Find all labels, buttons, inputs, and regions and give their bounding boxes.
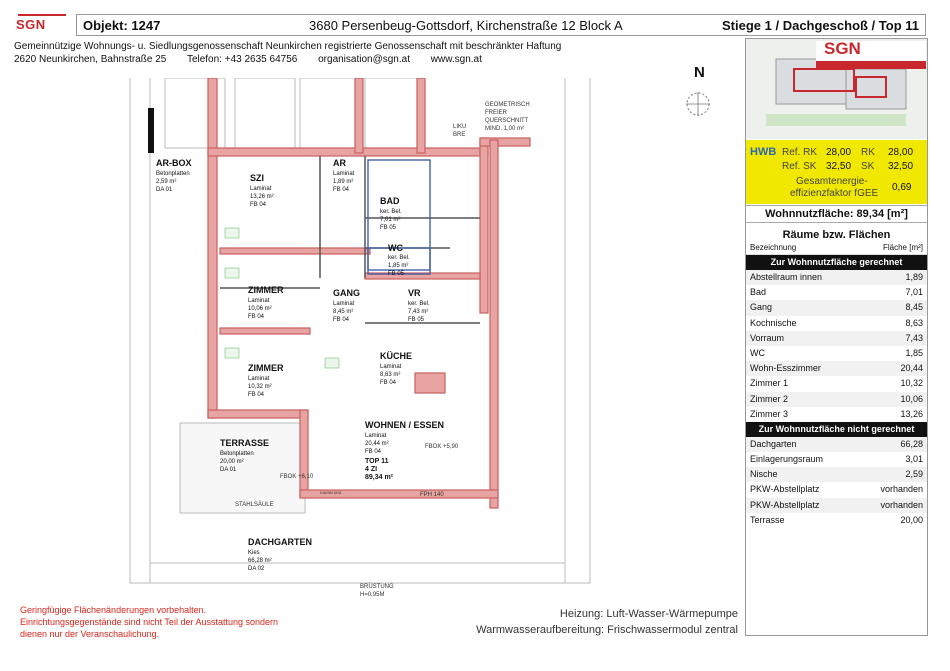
room-wohnen: WOHNEN / ESSEN [365, 420, 445, 430]
note-geom-3: QUERSCHNITT [485, 118, 529, 124]
room-row-area: 10,06 [900, 393, 923, 404]
rooms-header [746, 243, 927, 255]
room-row [746, 437, 927, 452]
room-vr: VR [408, 288, 421, 298]
room-zimmer2-d2: 10,06 m² [248, 306, 272, 312]
room-row [746, 331, 927, 346]
sgn-logo-small [14, 14, 70, 36]
rk-label: RK [861, 147, 875, 158]
room-bad-d2: 7,01 m² [380, 217, 401, 223]
room-row-name: PKW-Abstellplatz [750, 499, 820, 510]
room-arbox-d3: DA 01 [156, 187, 173, 193]
room-vr-d3: FB 05 [408, 317, 425, 323]
top-rooms: 4 ZI [365, 466, 378, 473]
room-dachgarten-d3: DA 02 [248, 566, 265, 572]
room-row [746, 346, 927, 361]
rooms-title: Räume bzw. Flächen [782, 229, 891, 241]
top-number: TOP 11 [365, 458, 389, 465]
room-row [746, 482, 927, 497]
col-name: Bezeichnung [750, 243, 797, 252]
room-arbox-d1: Betonplatten [156, 171, 190, 177]
note-kamin: KAMIN Ø18 [320, 490, 342, 495]
room-ar-d1: Laminat [333, 171, 355, 177]
room-kueche-d1: Laminat [380, 364, 402, 370]
room-row-area: 8,63 [905, 317, 923, 328]
room-zimmer1-d1: Laminat [248, 376, 270, 382]
compass-icon [684, 90, 712, 118]
wohnnutzflaeche: Wohnnutzfläche: 89,34 [m²] [746, 205, 927, 223]
room-row-area: 13,26 [900, 408, 923, 419]
room-row-area: 7,01 [905, 287, 923, 298]
room-row-area: 3,01 [905, 454, 923, 465]
company-phone: Telefon: +43 2635 64756 [186, 54, 298, 65]
room-zimmer2: ZIMMER [248, 285, 284, 295]
room-row-name: Dachgarten [750, 438, 797, 449]
room-row-name: Bad [750, 287, 767, 298]
room-row-name: Zimmer 2 [750, 393, 788, 404]
room-ar-d2: 1,89 m² [333, 179, 354, 185]
room-row-area: vorhanden [880, 484, 923, 495]
room-vr-d2: 7,43 m² [408, 309, 429, 315]
room-ar-d3: FB 04 [333, 187, 350, 193]
room-row-area: 1,85 [905, 347, 923, 358]
note-bruestung: BRÜSTUNG [360, 584, 394, 590]
room-row [746, 376, 927, 391]
room-kueche: KÜCHE [380, 351, 413, 361]
heating-info [476, 606, 738, 638]
site-plan-thumbnail [746, 39, 927, 139]
room-row-name: Einlagerungsraum [750, 454, 824, 465]
note-bre: BRE [453, 132, 466, 138]
note-liku: LIKU [453, 124, 467, 130]
room-zimmer1: ZIMMER [248, 363, 284, 373]
room-row-area: 66,28 [900, 438, 923, 449]
room-terrasse-d1: Betonplatten [220, 451, 254, 457]
room-row-area: 2,59 [905, 469, 923, 480]
room-row-area: 10,32 [900, 378, 923, 389]
logo-text: SGN [16, 17, 46, 32]
room-row-area: vorhanden [880, 499, 923, 510]
room-row [746, 407, 927, 422]
room-zimmer2-d1: Laminat [248, 298, 270, 304]
room-bad-d3: FB 05 [380, 225, 397, 231]
room-row [746, 467, 927, 482]
room-row-name: Wohn-Esszimmer [750, 363, 821, 374]
room-vr-d1: ker. Bel. [408, 301, 430, 307]
room-row-area: 20,00 [900, 514, 923, 525]
room-dachgarten: DACHGARTEN [248, 537, 312, 547]
room-row [746, 452, 927, 467]
rooms-table [746, 225, 927, 528]
room-row [746, 316, 927, 331]
logo-large-text: SGN [824, 39, 861, 58]
sk-label: SK [861, 161, 875, 172]
room-row-area: 8,45 [905, 302, 923, 313]
rk-value: 28,00 [888, 147, 914, 158]
room-szi: SZI [250, 173, 265, 183]
col-area: Fläche [m²] [882, 243, 923, 252]
room-kueche-d3: FB 04 [380, 380, 397, 386]
room-wc-d1: ker. Bel. [388, 255, 410, 261]
room-terrasse-d2: 20,00 m² [220, 459, 244, 465]
north-label: N [694, 64, 705, 81]
note-bruestung-h: H=0,95M [360, 592, 385, 598]
room-terrasse: TERRASSE [220, 438, 270, 448]
company-address: 2620 Neunkirchen, Bahnstraße 25 [14, 54, 167, 65]
room-szi-d1: Laminat [250, 186, 272, 192]
room-row-name: Terrasse [750, 514, 785, 525]
room-gang-d3: FB 04 [333, 317, 350, 323]
fgee-label-1: Gesamtenergie- [796, 176, 868, 187]
room-gang-d1: Laminat [333, 301, 355, 307]
room-wohnen-d1: Laminat [365, 433, 387, 439]
room-kueche-d2: 8,63 m² [380, 372, 401, 378]
room-wc-d2: 1,85 m² [388, 263, 409, 269]
room-dachgarten-d2: 66,28 m² [248, 558, 272, 564]
room-wc: WC [388, 243, 403, 253]
room-row-name: Abstellraum innen [750, 272, 823, 282]
sk-value: 32,50 [888, 161, 914, 172]
note-geom-4: MIND. 1,00 m² [485, 126, 525, 132]
room-row-area: 20,44 [900, 363, 923, 374]
ref-rk-value: 28,00 [826, 147, 852, 158]
warmwater-line: Warmwasseraufbereitung: Frischwassermodul zentral [476, 624, 738, 636]
room-wc-d3: FB 05 [388, 271, 405, 277]
hwb-box [746, 140, 927, 204]
room-row-name: Nische [750, 469, 778, 480]
company-web: www.sgn.at [430, 54, 482, 65]
room-row-name: Zimmer 1 [750, 378, 788, 389]
note-geom-2: FREIER [485, 110, 508, 116]
room-row-area: 7,43 [905, 332, 923, 343]
disclaimer-line-1: Geringfügige Flächenänderungen vorbehalten. [20, 605, 207, 615]
disclaimer-line-3: dienen nur der Veranschaulichung. [20, 629, 160, 639]
address-label: 3680 Persenbeug-Gottsdorf, Kirchenstraße 12 Block A [309, 18, 623, 33]
note-fbok2: FBOK +5,90 [425, 444, 459, 450]
note-fph: FPH 140 [420, 492, 444, 498]
room-arbox: AR-BOX [156, 158, 192, 168]
room-gang-d2: 8,45 m² [333, 309, 354, 315]
room-row [746, 513, 927, 528]
unit-label: Stiege 1 / Dachgeschoß / Top 11 [722, 18, 919, 33]
room-wohnen-d3: FB 04 [365, 449, 382, 455]
room-szi-d2: 13,26 m² [250, 194, 274, 200]
hwb-label: HWB [750, 146, 777, 158]
company-info [14, 40, 561, 66]
floor-plan [120, 78, 605, 598]
title-bar [76, 14, 926, 36]
ref-rk-label: Ref. RK [782, 147, 818, 158]
room-bad: BAD [380, 196, 400, 206]
note-geom-1: GEOMETRISCH [485, 102, 530, 108]
info-panel [745, 38, 928, 636]
room-row-name: Vorraum [750, 332, 785, 343]
room-szi-d3: FB 04 [250, 202, 267, 208]
heating-line: Heizung: Luft-Wasser-Wärmepumpe [559, 608, 738, 620]
company-email: organisation@sgn.at [318, 54, 410, 65]
ref-sk-label: Ref. SK [782, 161, 817, 172]
section-included: Zur Wohnnutzfläche gerechnet [746, 255, 927, 270]
room-bad-d1: ker. Bel. [380, 209, 402, 215]
note-fbok1: FBOK +6,10 [280, 474, 314, 480]
room-row [746, 300, 927, 315]
room-row [746, 392, 927, 407]
room-wohnen-d2: 20,44 m² [365, 441, 389, 447]
fgee-label-2: effizienzfaktor fGEE [790, 188, 879, 199]
room-arbox-d2: 2,59 m² [156, 179, 177, 185]
room-row [746, 361, 927, 376]
room-zimmer1-d2: 10,32 m² [248, 384, 272, 390]
room-ar: AR [333, 158, 346, 168]
room-gang: GANG [333, 288, 360, 298]
room-dachgarten-d1: Kies [248, 550, 260, 556]
company-name: Gemeinnützige Wohnungs- u. Siedlungsgenossenschaft Neunkirchen registrierte Genossenschaft mit beschränkter Haftung [14, 41, 562, 52]
room-row-name: Gang [750, 302, 773, 313]
room-terrasse-d3: DA 01 [220, 467, 237, 473]
room-row [746, 270, 927, 285]
top-area: 89,34 m² [365, 474, 394, 481]
room-row-name: WC [750, 347, 765, 358]
room-row-area: 1,89 [905, 272, 923, 282]
section-excluded: Zur Wohnnutzfläche nicht gerechnet [746, 422, 927, 437]
room-zimmer1-d3: FB 04 [248, 392, 265, 398]
room-row [746, 498, 927, 513]
note-stahlsaeule: STAHLSÄULE [235, 502, 274, 508]
disclaimer [20, 604, 278, 640]
room-row [746, 285, 927, 300]
room-row-name: Kochnische [750, 317, 797, 328]
ref-sk-value: 32,50 [826, 161, 852, 172]
room-row-name: Zimmer 3 [750, 408, 788, 419]
room-row-name: PKW-Abstellplatz [750, 484, 820, 495]
fgee-value: 0,69 [892, 182, 912, 193]
objekt-label: Objekt: 1247 [83, 18, 161, 33]
disclaimer-line-2: Einrichtungsgegenstände sind nicht Teil der Ausstattung sondern [20, 617, 279, 627]
room-zimmer2-d3: FB 04 [248, 314, 265, 320]
